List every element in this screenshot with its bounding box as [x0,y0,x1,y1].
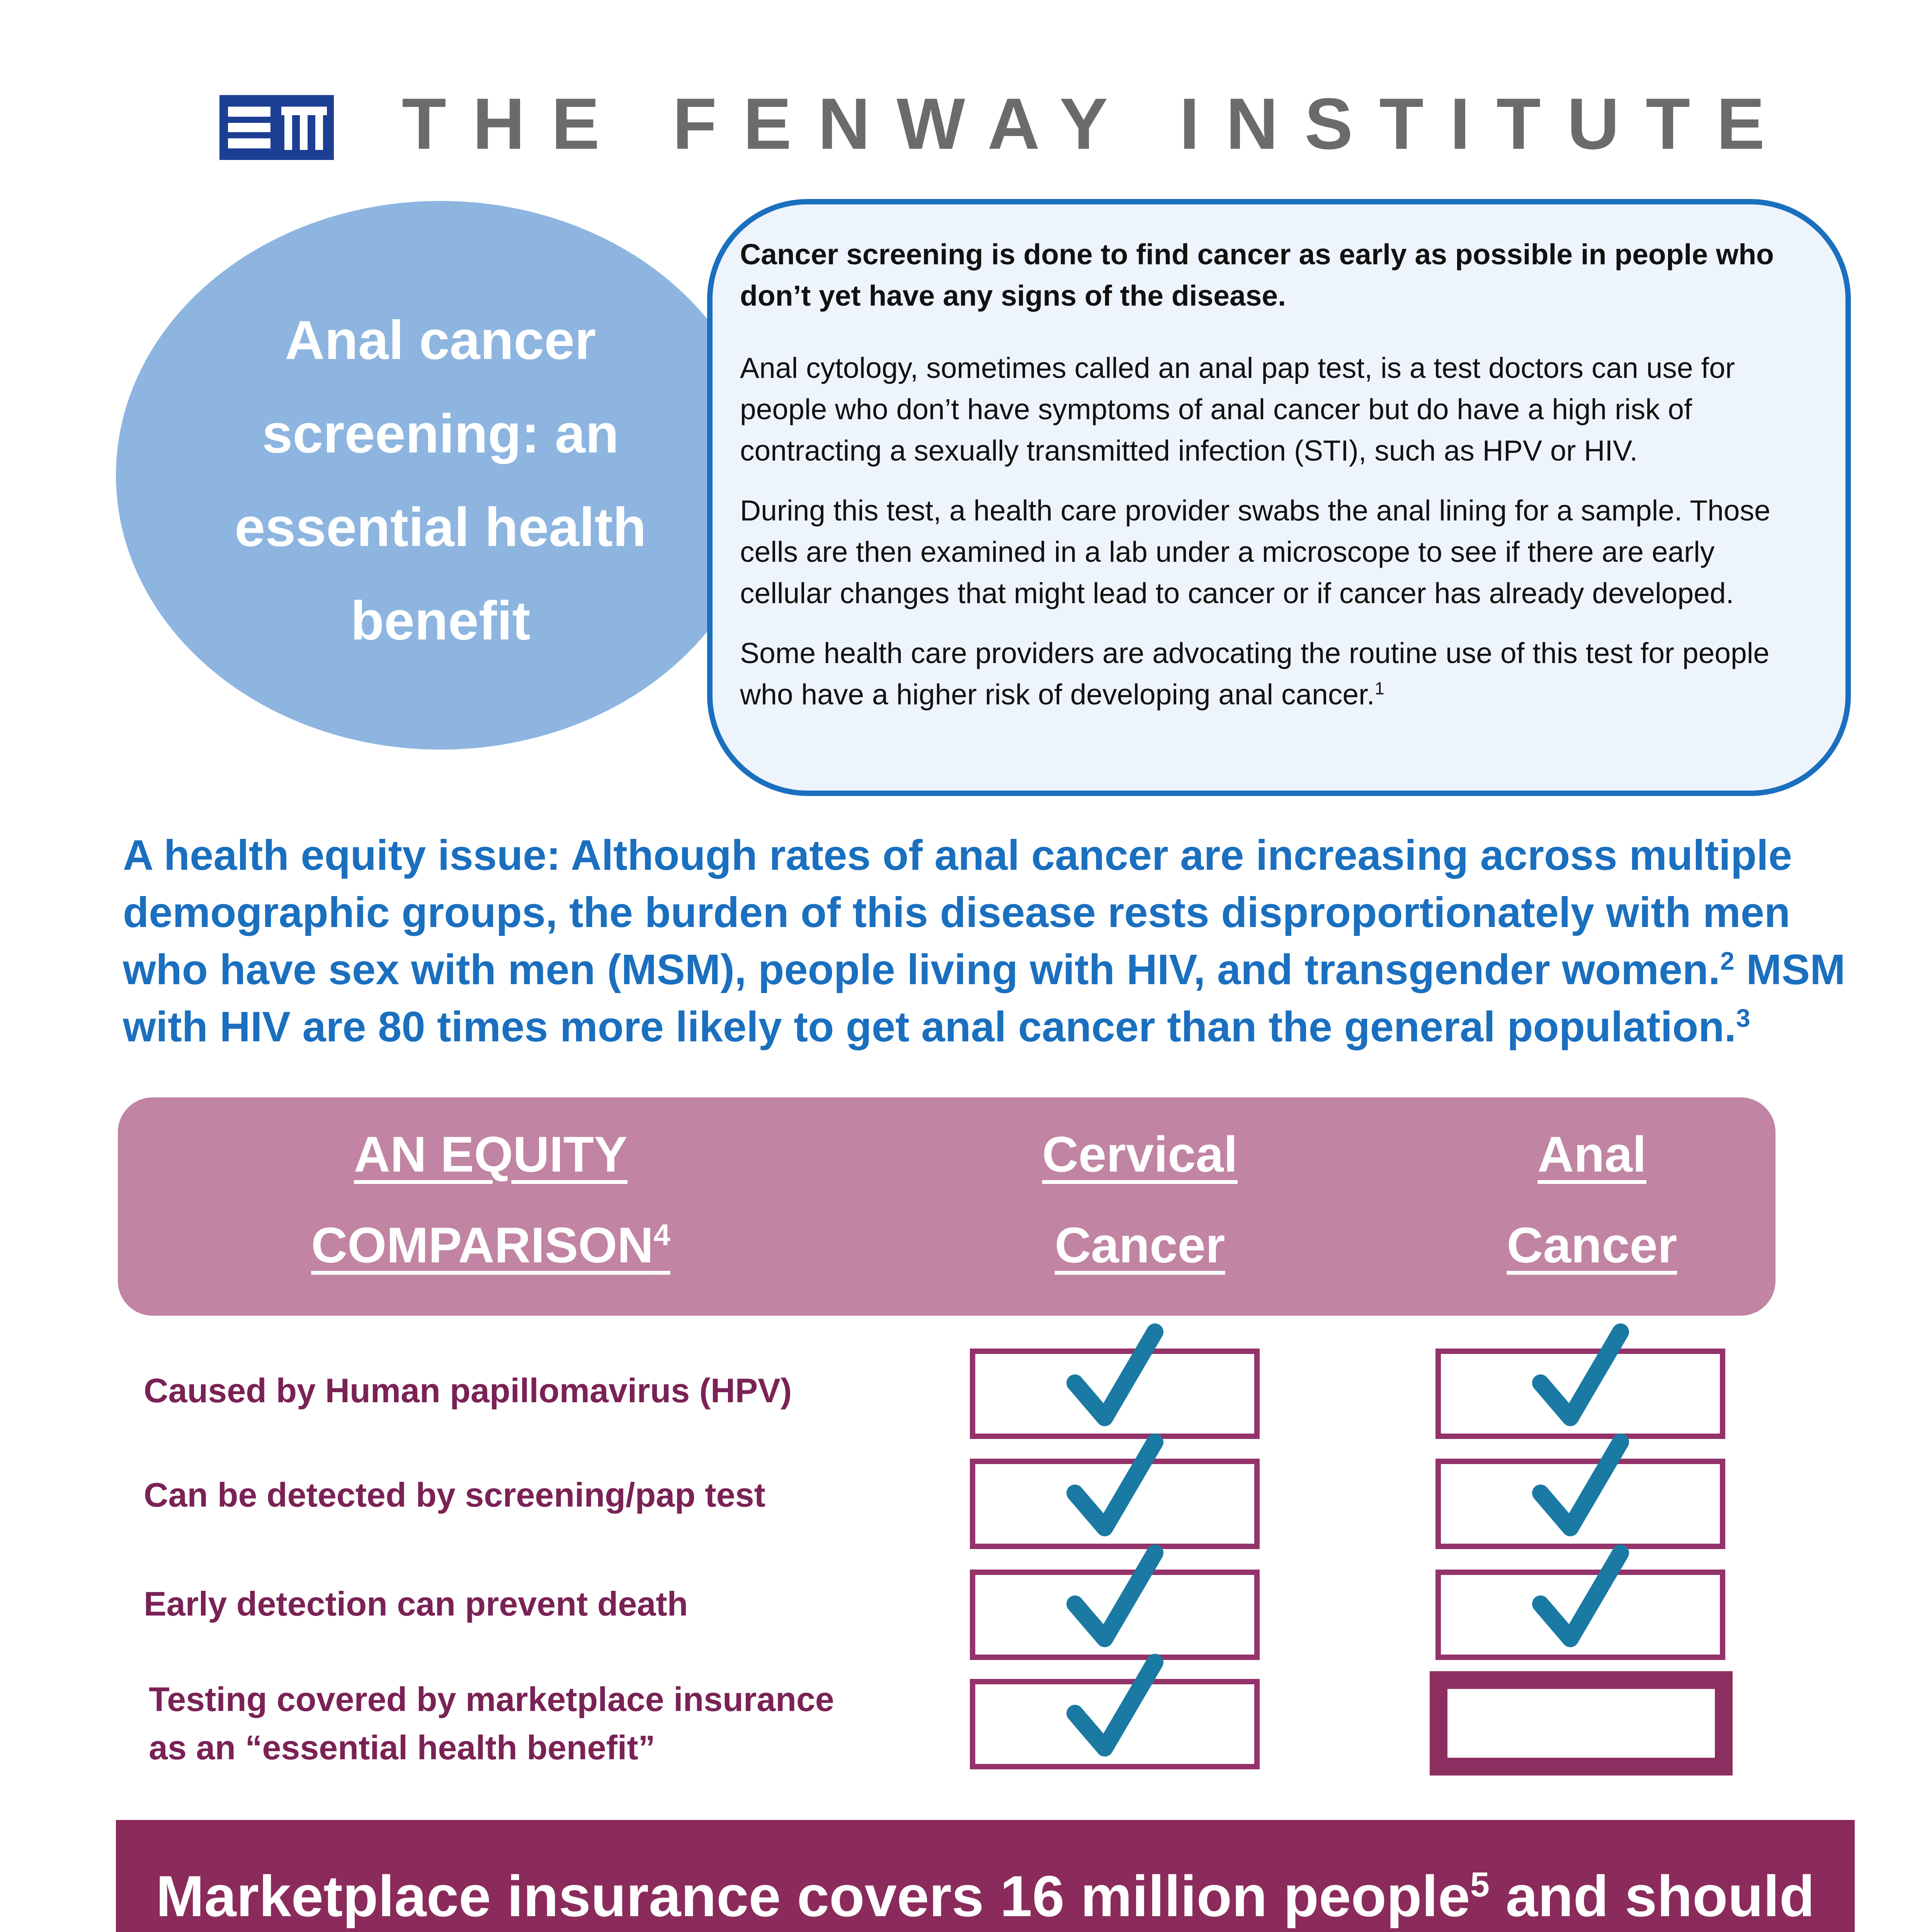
intro-paragraph-1: Anal cytology, sometimes called an anal pap test, is a test doctors can use for people who don’t have symptoms of anal cancer but do have a high risk of contracting a sexually transmitted infection (STI), such as HPV or HIV. [740,352,1735,467]
checkmark-icon [1534,1325,1626,1429]
footnote-ref: 2 [1720,946,1735,975]
checkmark-icon [1534,1546,1626,1650]
checkbox-anal-coverage-empty [1430,1671,1733,1776]
checkmark-icon [1068,1546,1161,1650]
checkbox-anal-early-detection [1435,1570,1725,1660]
banner-text: Marketplace insurance covers 16 million people$^5$ and should [156,1864,1815,1929]
checkbox-anal-hpv [1435,1349,1725,1439]
title-line-4: benefit [350,590,531,651]
footnote-ref: 5 [1470,1866,1490,1904]
column-header-cervical: Cervical Cancer [1042,1126,1238,1273]
title-line-3: essential health [235,497,646,558]
intro-text [740,234,1814,734]
comparison-title [232,1109,750,1291]
org-name: THE FENWAY INSTITUTE [402,83,1791,164]
title-line-2: screening: an [262,403,619,464]
equity-statement [123,827,1854,1056]
row-label-hpv: Caused by Human papillomavirus (HPV) [144,1371,792,1410]
row-label-early-detection: Early detection can prevent death [144,1585,688,1623]
checkbox-cervical-hpv [970,1349,1260,1439]
checkbox-cervical-screening [970,1459,1260,1549]
comparison-title-line-2: COMPARISON$^4$ [311,1217,670,1273]
checkbox-cervical-early-detection [970,1570,1260,1660]
checkmark-icon [1068,1655,1161,1760]
equity-text-1: A health equity issue: Although rates of anal cancer are increasing across multiple demographic groups, the burden of this disease rests disproportionately with men who have sex with men (MSM), people living with HIV, and transgender women. [123,832,1792,993]
row-label-screening: Can be detected by screening/pap test [144,1476,765,1514]
row-label-coverage: Testing covered by marketplace insurance as an “essential health benefit” [149,1680,834,1767]
intro-paragraph-3 [740,633,1814,715]
page-title [182,294,699,668]
intro-paragraph-3-text: Some health care providers are advocating the routine use of this test for people who have a higher risk of developing anal cancer. [740,637,1770,711]
checkbox-cervical-coverage [970,1679,1260,1769]
column-header-anal: Anal Cancer [1507,1126,1677,1273]
footnote-ref: 3 [1736,1003,1750,1032]
checkmark-icon [1068,1435,1161,1539]
comparison-title-line-1: AN EQUITY [354,1126,628,1182]
checkmark-icon [1068,1325,1161,1429]
fenway-logo-icon [219,95,334,160]
footnote-ref: 4 [653,1218,670,1252]
intro-lead: Cancer screening is done to find cancer as early as possible in people who don’t yet have any signs of the disease. [740,238,1774,312]
checkmark-icon [1534,1435,1626,1539]
equity-text-2: MSM with HIV are 80 times more likely to get anal cancer than the general population. [123,946,1845,1051]
checkbox-anal-screening [1435,1459,1725,1549]
intro-paragraph-2: During this test, a health care provider swabs the anal lining for a sample. Those cells are then examined in a lab under a microscope to see if there are early cellular changes that might lead to cancer or if cancer has already developed. [740,494,1770,609]
footnote-ref: 1 [1374,679,1384,698]
title-line-1: Anal cancer [285,310,596,371]
